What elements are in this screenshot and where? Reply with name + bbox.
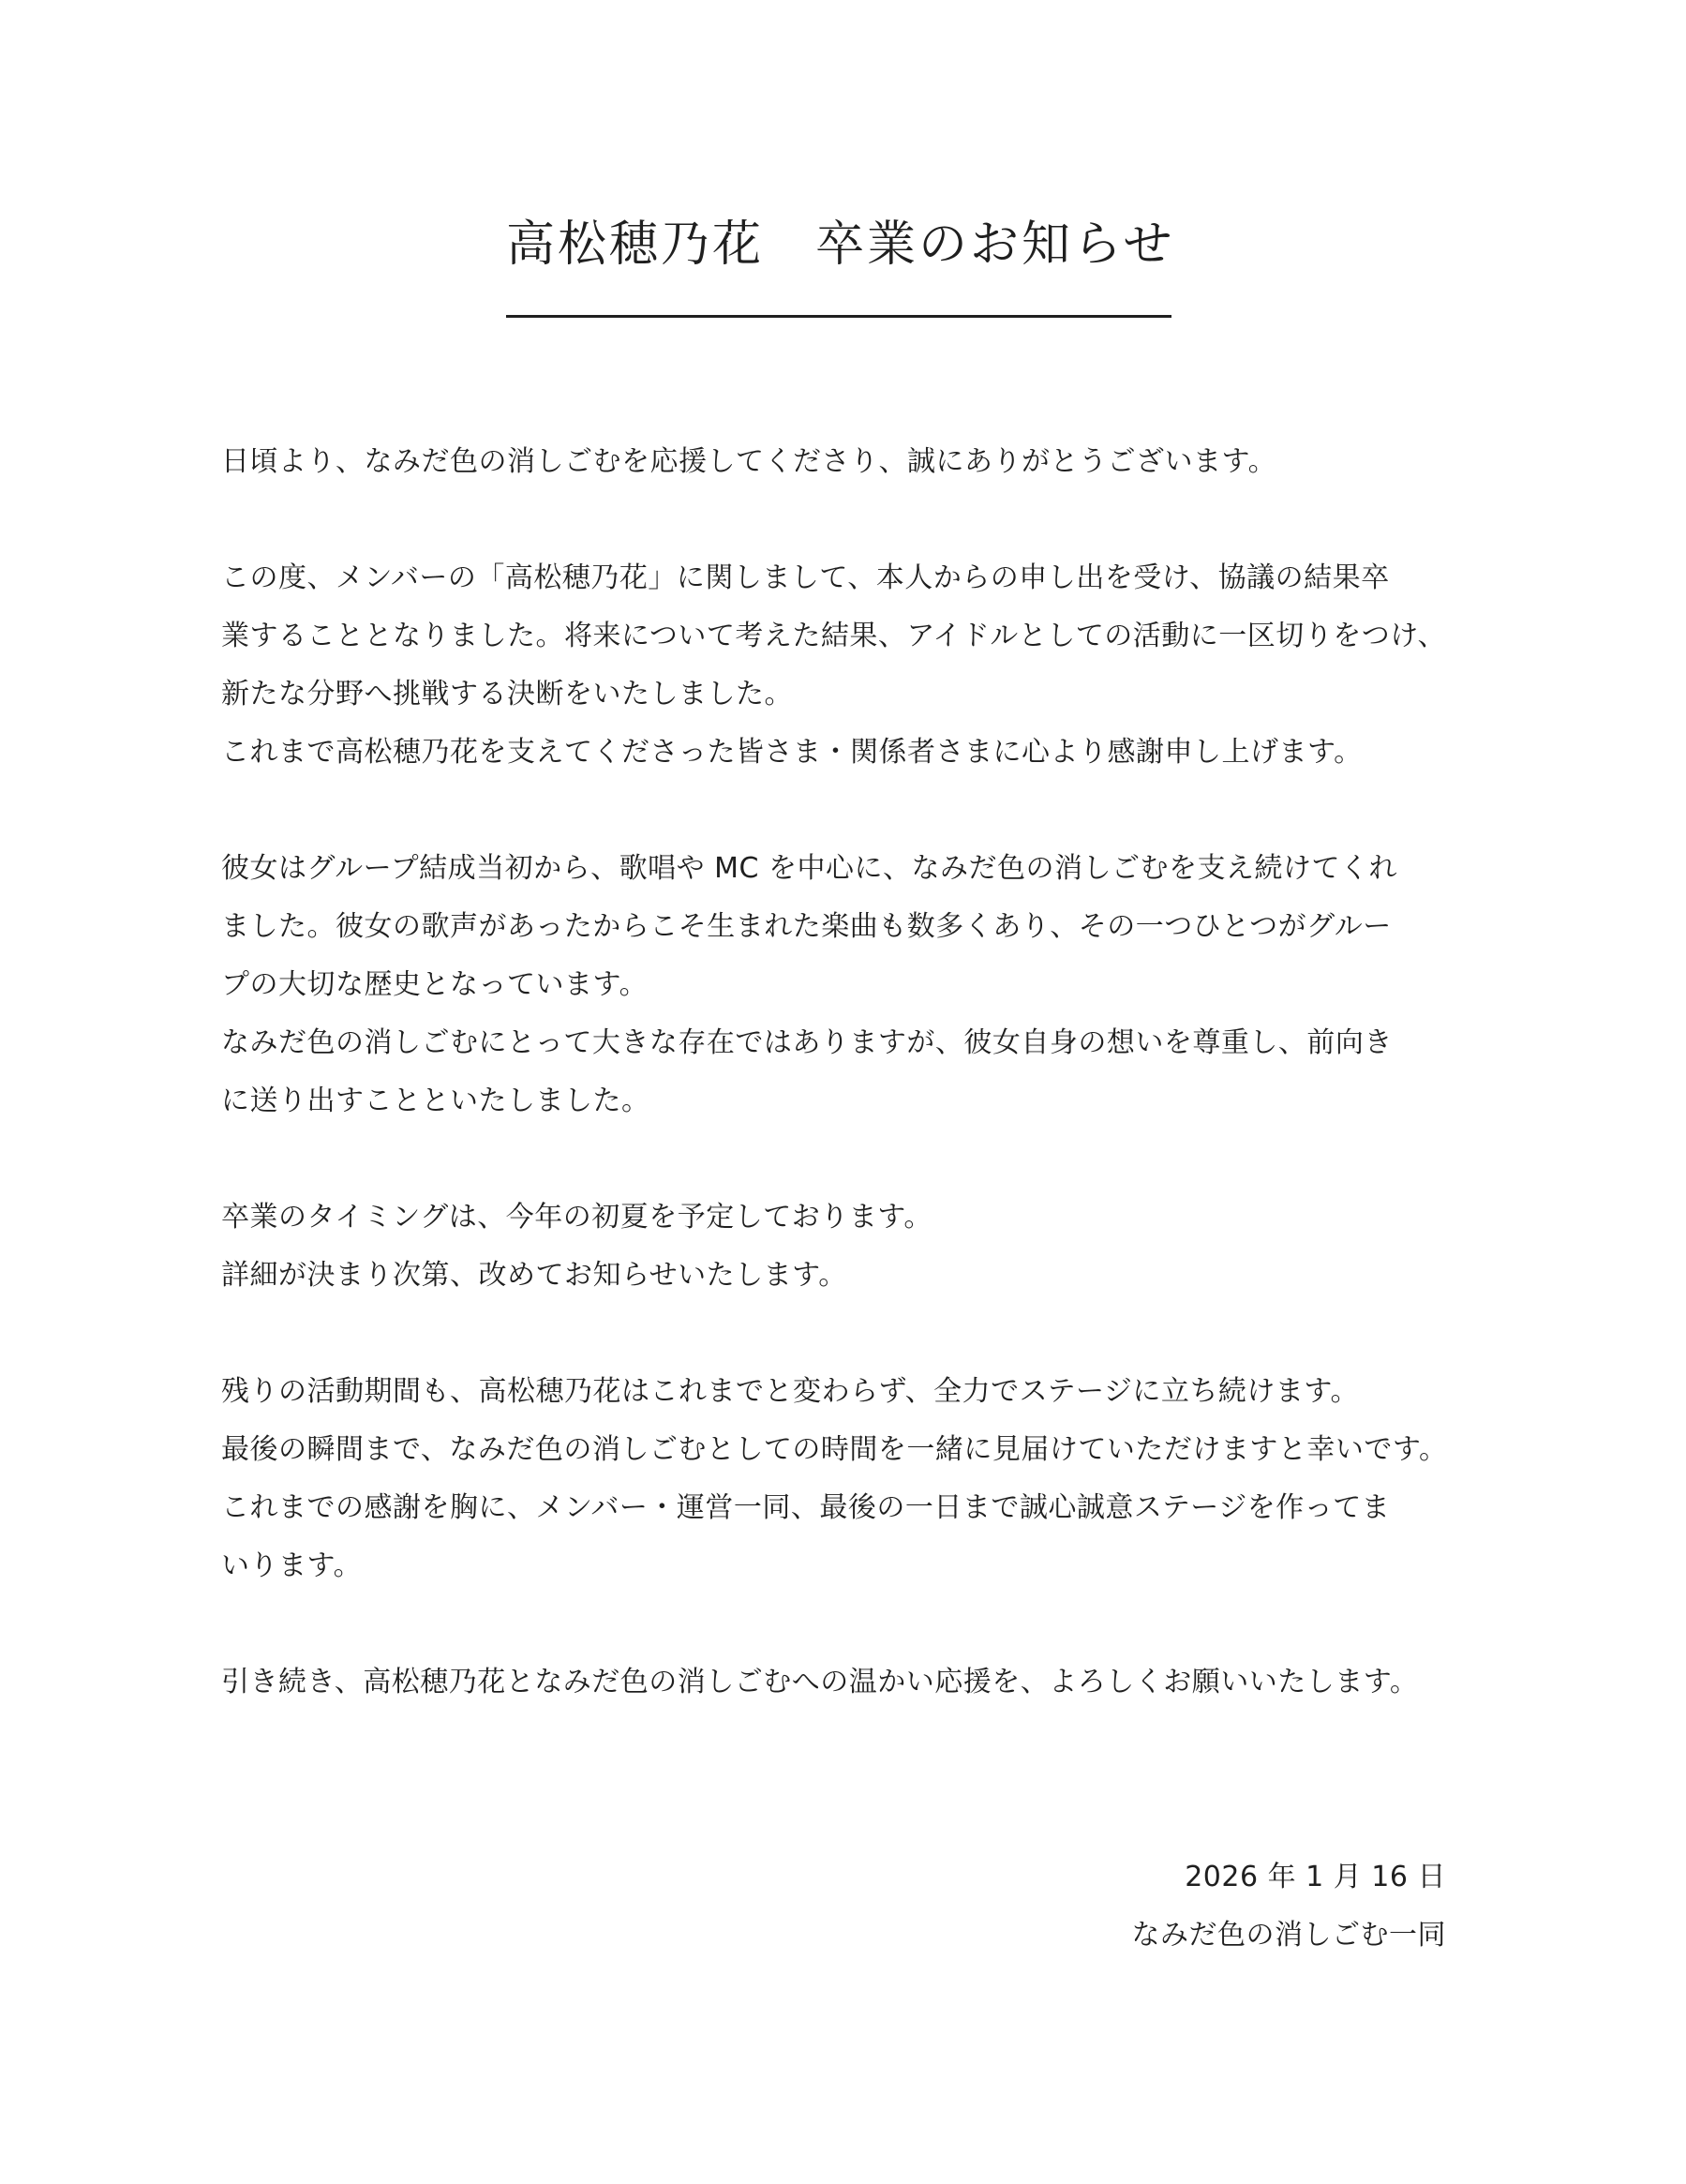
paragraph-timing	[221, 1189, 1468, 1305]
title-block	[506, 214, 1175, 277]
signature-date: 2026 年 1 月 16 日	[1185, 1861, 1446, 1893]
paragraph-contribution	[221, 840, 1468, 1130]
signature-block	[1132, 1848, 1447, 1965]
announcement-body	[221, 433, 1468, 1770]
body-line: ました。彼女の歌声があったからこそ生まれた楽曲も数多くあり、その一つひとつがグルー	[221, 910, 1392, 943]
body-line: 業することとなりました。将来について考えた結果、アイドルとしての活動に一区切りをつけ、	[221, 620, 1446, 652]
body-line: 新たな分野へ挑戦する決断をいたしました。	[221, 678, 793, 711]
paragraph-graduation	[221, 549, 1468, 782]
page-title: 高松穂乃花 卒業のお知らせ	[506, 217, 1175, 273]
paragraph-closing	[221, 1653, 1468, 1712]
body-line: 詳細が決まり次第、改めてお知らせいたします。	[221, 1259, 847, 1292]
body-line: これまで高松穂乃花を支えてくださった皆さま・関係者さまに心より感謝申し上げます。	[221, 736, 1363, 769]
body-line: いります。	[221, 1549, 363, 1582]
signature-author: なみだ色の消しごむ一同	[1131, 1919, 1446, 1952]
body-line: 引き続き、高松穂乃花となみだ色の消しごむへの温かい応援を、よろしくお願いいたします。	[221, 1666, 1419, 1698]
body-line: 彼女はグループ結成当初から、歌唱や MC を中心に、なみだ色の消しごむを支え続けてくれ	[221, 852, 1398, 885]
body-line: この度、メンバーの「高松穂乃花」に関しまして、本人からの申し出を受け、協議の結果卒	[221, 561, 1390, 594]
body-line: 日頃より、なみだ色の消しごむを応援してくださり、誠にありがとうございます。	[221, 445, 1277, 478]
body-line: に送り出すことといたしました。	[221, 1085, 650, 1117]
paragraph-remaining-activities	[221, 1363, 1468, 1595]
body-line: 残りの活動期間も、高松穂乃花はこれまでと変わらず、全力でステージに立ち続けます。	[221, 1375, 1359, 1408]
body-line: これまでの感謝を胸に、メンバー・運営一同、最後の一日まで誠心誠意ステージを作ってま	[221, 1491, 1391, 1524]
body-line: なみだ色の消しごむにとって大きな存在ではありますが、彼女自身の想いを尊重し、前向き	[221, 1026, 1393, 1059]
body-line: プの大切な歴史となっています。	[221, 968, 649, 1001]
paragraph-greeting	[221, 433, 1468, 491]
title-underline	[506, 315, 1171, 318]
body-line: 最後の瞬間まで、なみだ色の消しごむとしての時間を一緒に見届けていただけますと幸いです。	[221, 1433, 1448, 1466]
body-line: 卒業のタイミングは、今年の初夏を予定しております。	[221, 1201, 933, 1234]
